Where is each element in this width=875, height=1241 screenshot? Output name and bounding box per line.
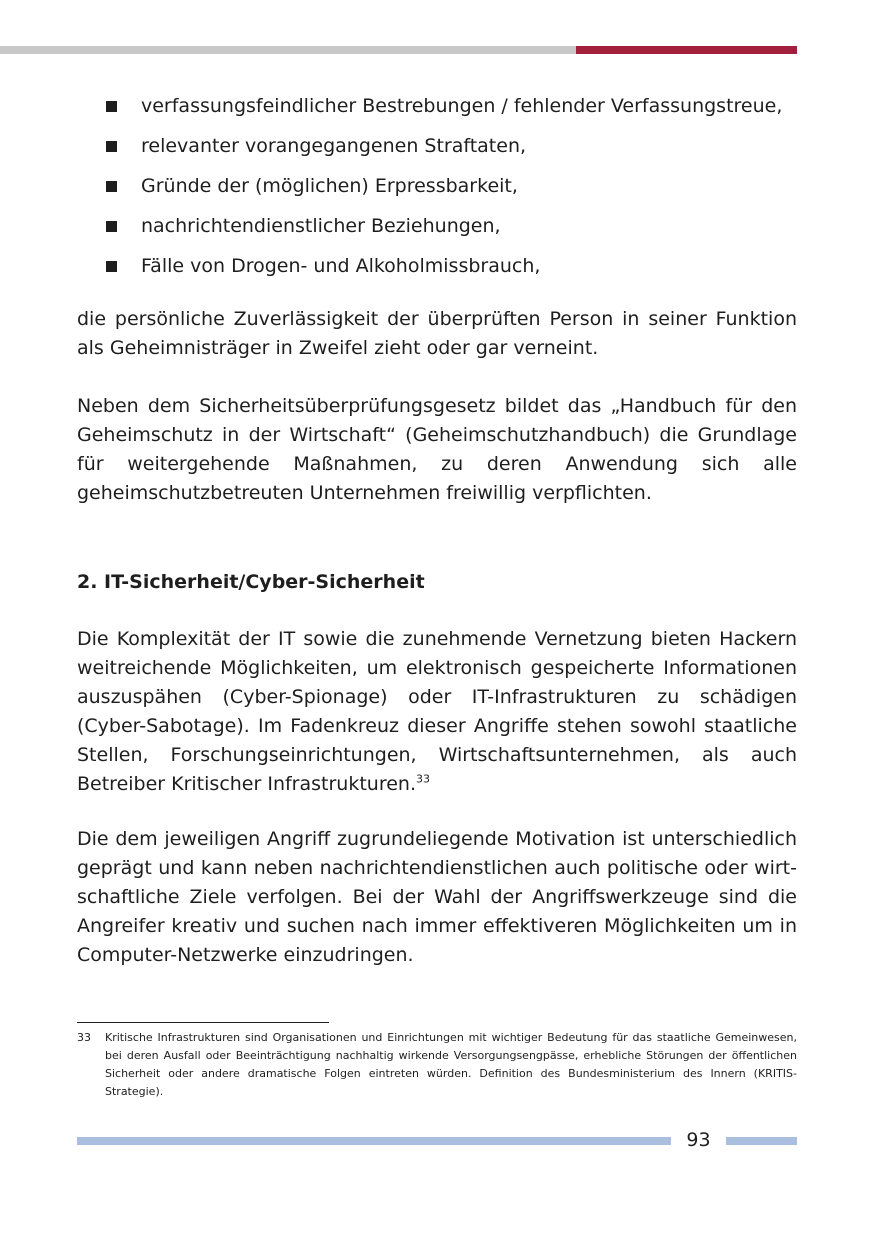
square-bullet-icon (106, 141, 117, 152)
bullet-list (106, 92, 806, 292)
square-bullet-icon (106, 101, 117, 112)
list-item-text: verfassungsfeindlicher Bestrebungen / fehlender Verfassungstreue, (141, 95, 783, 117)
footer-rule-left (77, 1137, 671, 1145)
list-item (106, 132, 806, 172)
paragraph-motivation: Die dem jeweiligen Angriff zugrundeliegende Motivation ist unterschiedlich geprägt und kann neben nachrichtendienstlichen auch politische oder wirtschaftliche Ziele verfolgen. Bei der Wahl der Angriffswerkzeuge sind die Angreifer kreativ und suchen nach immer effektiveren Möglichkeiten um in Computer-Netzwerke einzudringen. (77, 828, 797, 966)
paragraph-it-complexity (77, 625, 797, 799)
header-rule-grey (0, 46, 576, 54)
list-item-text: Gründe der (möglichen) Erpressbarkeit, (141, 175, 518, 197)
section-heading: 2. IT-Sicherheit/Cyber-Sicherheit (77, 571, 425, 593)
paragraph-handbook: Neben dem Sicherheitsüberprüfungsgesetz bildet das „Handbuch für den Geheimschutz in der Wirtschaft“ (Geheimschutzhandbuch) die Grundlage für weitergehende Maßnahmen, zu deren Anwendung sich alle geheimschutzbetreuten Unternehmen freiwillig verpflichten. (77, 395, 797, 504)
list-item (106, 172, 806, 212)
square-bullet-icon (106, 261, 117, 272)
footnote-number: 33 (77, 1031, 91, 1044)
footnote-divider (77, 1022, 329, 1023)
list-item-text: nachrichtendienstlicher Beziehungen, (141, 215, 501, 237)
footnote-reference[interactable]: 33 (416, 772, 430, 786)
list-item (106, 252, 806, 292)
list-item-text: Fälle von Drogen- und Alkoholmissbrauch, (141, 255, 541, 277)
footer-rule-right (726, 1137, 797, 1145)
list-item (106, 92, 806, 132)
paragraph-text: Die Komplexität der IT sowie die zunehmende Vernetzung bieten Hackern weitreichende Möglichkeiten, um elektronisch gespeicherte Informationen auszuspähen (Cyber-Spionage) oder IT-Infrastrukturen zu schädigen (Cyber-Sabotage). Im Fadenkreuz dieser Angriffe stehen sowohl staatliche Stellen, Forschungseinrichtungen, Wirtschaftsunternehmen, als auch Betreiber Kritischer Infrastrukturen. (77, 628, 797, 795)
page-number: 93 (686, 1129, 711, 1151)
header-rule-accent (576, 46, 797, 54)
footnote-text: Kritische Infrastrukturen sind Organisationen und Einrichtungen mit wichtiger Bedeutung für das staatliche Gemeinwesen, bei deren Ausfall oder Beeinträchtigung nachhaltig wirkende Versorgungsengpässe, erhebliche Störungen der öffentlichen Sicherheit oder andere dramatische Folgen eintreten würden. Definition des Bundesministerium des Innern (KRITIS-Strategie). (105, 1031, 797, 1098)
paragraph-reliability: die persönliche Zuverlässigkeit der überprüften Person in seiner Funktion als Geheimnisträger in Zweifel zieht oder gar verneint. (77, 308, 797, 359)
square-bullet-icon (106, 181, 117, 192)
footnote (77, 1029, 797, 1101)
list-item-text: relevanter vorangegangenen Straftaten, (141, 135, 527, 157)
square-bullet-icon (106, 221, 117, 232)
list-item (106, 212, 806, 252)
